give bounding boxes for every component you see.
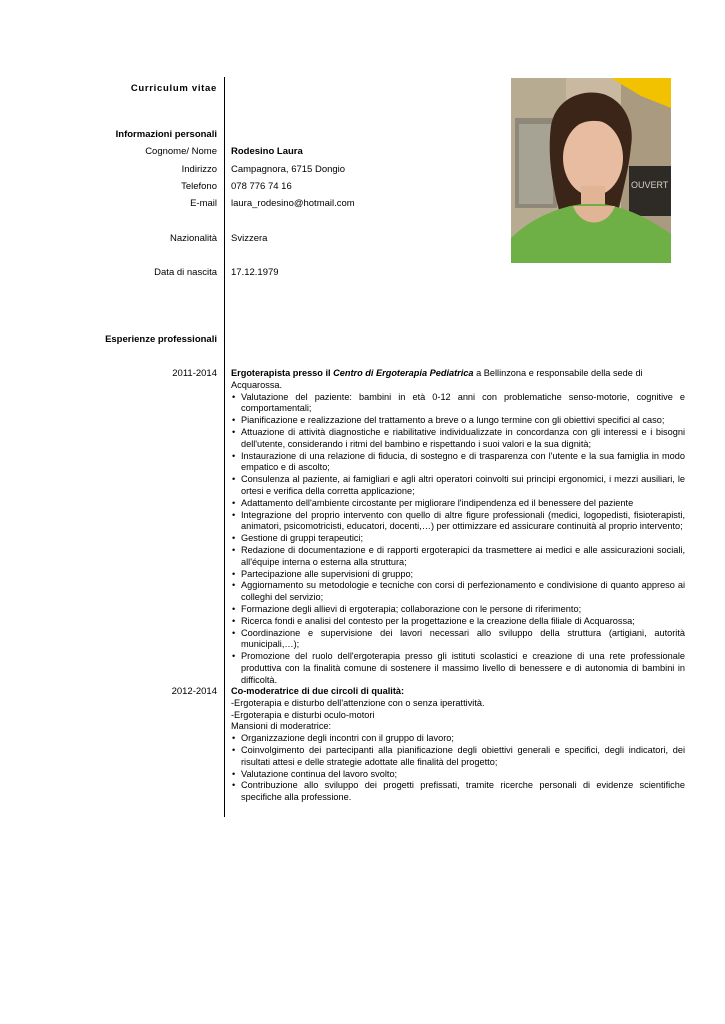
list-item: • Adattamento dell'ambiente circostante per migliorare l'indipendenza ed il benessere del paziente	[231, 498, 685, 510]
label-name: Cognome/ Nome	[145, 146, 217, 157]
section-personal-info: Informazioni personali	[115, 129, 217, 140]
list-item: • Valutazione del paziente: bambini in età 0-12 anni con problematiche senso-motorie, cognitive e comportamentali;	[231, 392, 685, 416]
label-nationality: Nazionalità	[170, 233, 217, 244]
job-1-heading	[231, 368, 685, 392]
value-email: laura_rodesino@hotmail.com	[231, 198, 355, 209]
list-item: • Valutazione continua del lavoro svolto;	[231, 769, 685, 781]
list-item: • Consulenza al paziente, ai famigliari e agli altri operatori coinvolti sui principi ergonomici, i mezzi ausiliari, le ortesi e verifica della corretta applicazione;	[231, 474, 685, 498]
list-item: • Integrazione del proprio intervento con quello di altre figure professionali (medici, logopedisti, fisioterapisti, animatori, psicomotricisti, educatori, docenti,…) per ottimizzare ed assicurare continuità al proprio intervento;	[231, 510, 685, 534]
job-1-block	[231, 368, 685, 687]
job-1-employer: Centro di Ergoterapia Pediatrica	[333, 368, 474, 378]
list-item: • Ricerca fondi e analisi del contesto per la progettazione e la creazione della filiale di Acquarossa;	[231, 616, 685, 628]
job-1-role: Ergoterapista presso il	[231, 368, 334, 378]
list-item: • Coordinazione e supervisione dei lavori necessari allo sviluppo della struttura (artigiani, autorità municipali,…);	[231, 628, 685, 652]
value-address: Campagnora, 6715 Dongio	[231, 164, 346, 175]
cv-title: Curriculum vitae	[130, 83, 217, 94]
value-phone: 078 776 74 16	[231, 181, 292, 192]
list-item: • Attuazione di attività diagnostiche e riabilitative individualizzate in concordanza con gli interessi e i bisogni dell'utente, considerando i ritmi del bambino e rispettando i suoi valori e la sua dignità;	[231, 427, 685, 451]
list-item: • Pianificazione e realizzazione del trattamento a breve o a lungo termine con gli obiettivi specifici al caso;	[231, 415, 685, 427]
label-phone: Telefono	[181, 181, 217, 192]
list-item: • Promozione del ruolo dell'ergoterapia presso gli istituti scolastici e creazione di una rete professionale produttiva con la finalità comune di sostenere il massimo livello di benessere e di autonomia di bambini in difficoltà.	[231, 651, 685, 686]
period-job-2: 2012-2014	[171, 686, 217, 697]
section-experience: Esperienze professionali	[105, 334, 217, 345]
label-address: Indirizzo	[181, 164, 217, 175]
label-birthdate: Data di nascita	[154, 267, 217, 278]
job-2-role: Co-moderatrice di due circoli di qualità:	[231, 686, 405, 696]
profile-photo	[511, 78, 671, 263]
list-item: • Contribuzione allo sviluppo dei progetti prefissati, tramite ricerche personali di evidenze scientifiche specifiche alla professione.	[231, 780, 685, 804]
list-item: • Coinvolgimento dei partecipanti alla pianificazione degli obiettivi generali e specifici, degli indicatori, dei risultati attesi e delle strategie adottate alle finalità del progetto;	[231, 745, 685, 769]
job-2-heading	[231, 686, 685, 698]
job-2-line: -Ergoterapia e disturbi oculo-motori	[231, 709, 375, 720]
list-item: • Partecipazione alle supervisioni di gruppo;	[231, 569, 685, 581]
job-1-tasks	[231, 392, 685, 687]
photo-sign-text: OUVERT	[631, 180, 669, 190]
list-item: • Gestione di gruppi terapeutici;	[231, 533, 685, 545]
job-2-line: Mansioni di moderatrice:	[231, 721, 332, 732]
value-birthdate: 17.12.1979	[231, 267, 279, 278]
job-2-tasks	[231, 733, 685, 804]
list-item: • Instaurazione di una relazione di fiducia, di sostegno e di trasparenza con l'utente e la sua famiglia in modo empatico e di ascolto;	[231, 451, 685, 475]
job-1-heading-rest: a Bellinzona e responsabile della sede di Acquarossa.	[231, 368, 643, 390]
period-job-1: 2011-2014	[172, 368, 217, 379]
label-email: E-mail	[190, 198, 217, 209]
list-item: • Organizzazione degli incontri con il gruppo di lavoro;	[231, 733, 685, 745]
value-name: Rodesino Laura	[231, 146, 303, 157]
list-item: • Aggiornamento su metodologie e tecniche con corsi di perfezionamento e condivisione di quanto appreso ai colleghi del servizio;	[231, 580, 685, 604]
value-nationality: Svizzera	[231, 233, 268, 244]
list-item: • Redazione di documentazione e di rapporti ergoterapici da trasmettere ai medici e alle assicurazioni sociali, all'équipe interna o esterna alla struttura;	[231, 545, 685, 569]
column-divider	[224, 77, 225, 817]
list-item: • Formazione degli allievi di ergoterapia; collaborazione con le persone di riferimento;	[231, 604, 685, 616]
job-2-line: -Ergoterapia e disturbo dell'attenzione con o senza iperattività.	[231, 697, 485, 708]
job-2-block	[231, 686, 685, 804]
